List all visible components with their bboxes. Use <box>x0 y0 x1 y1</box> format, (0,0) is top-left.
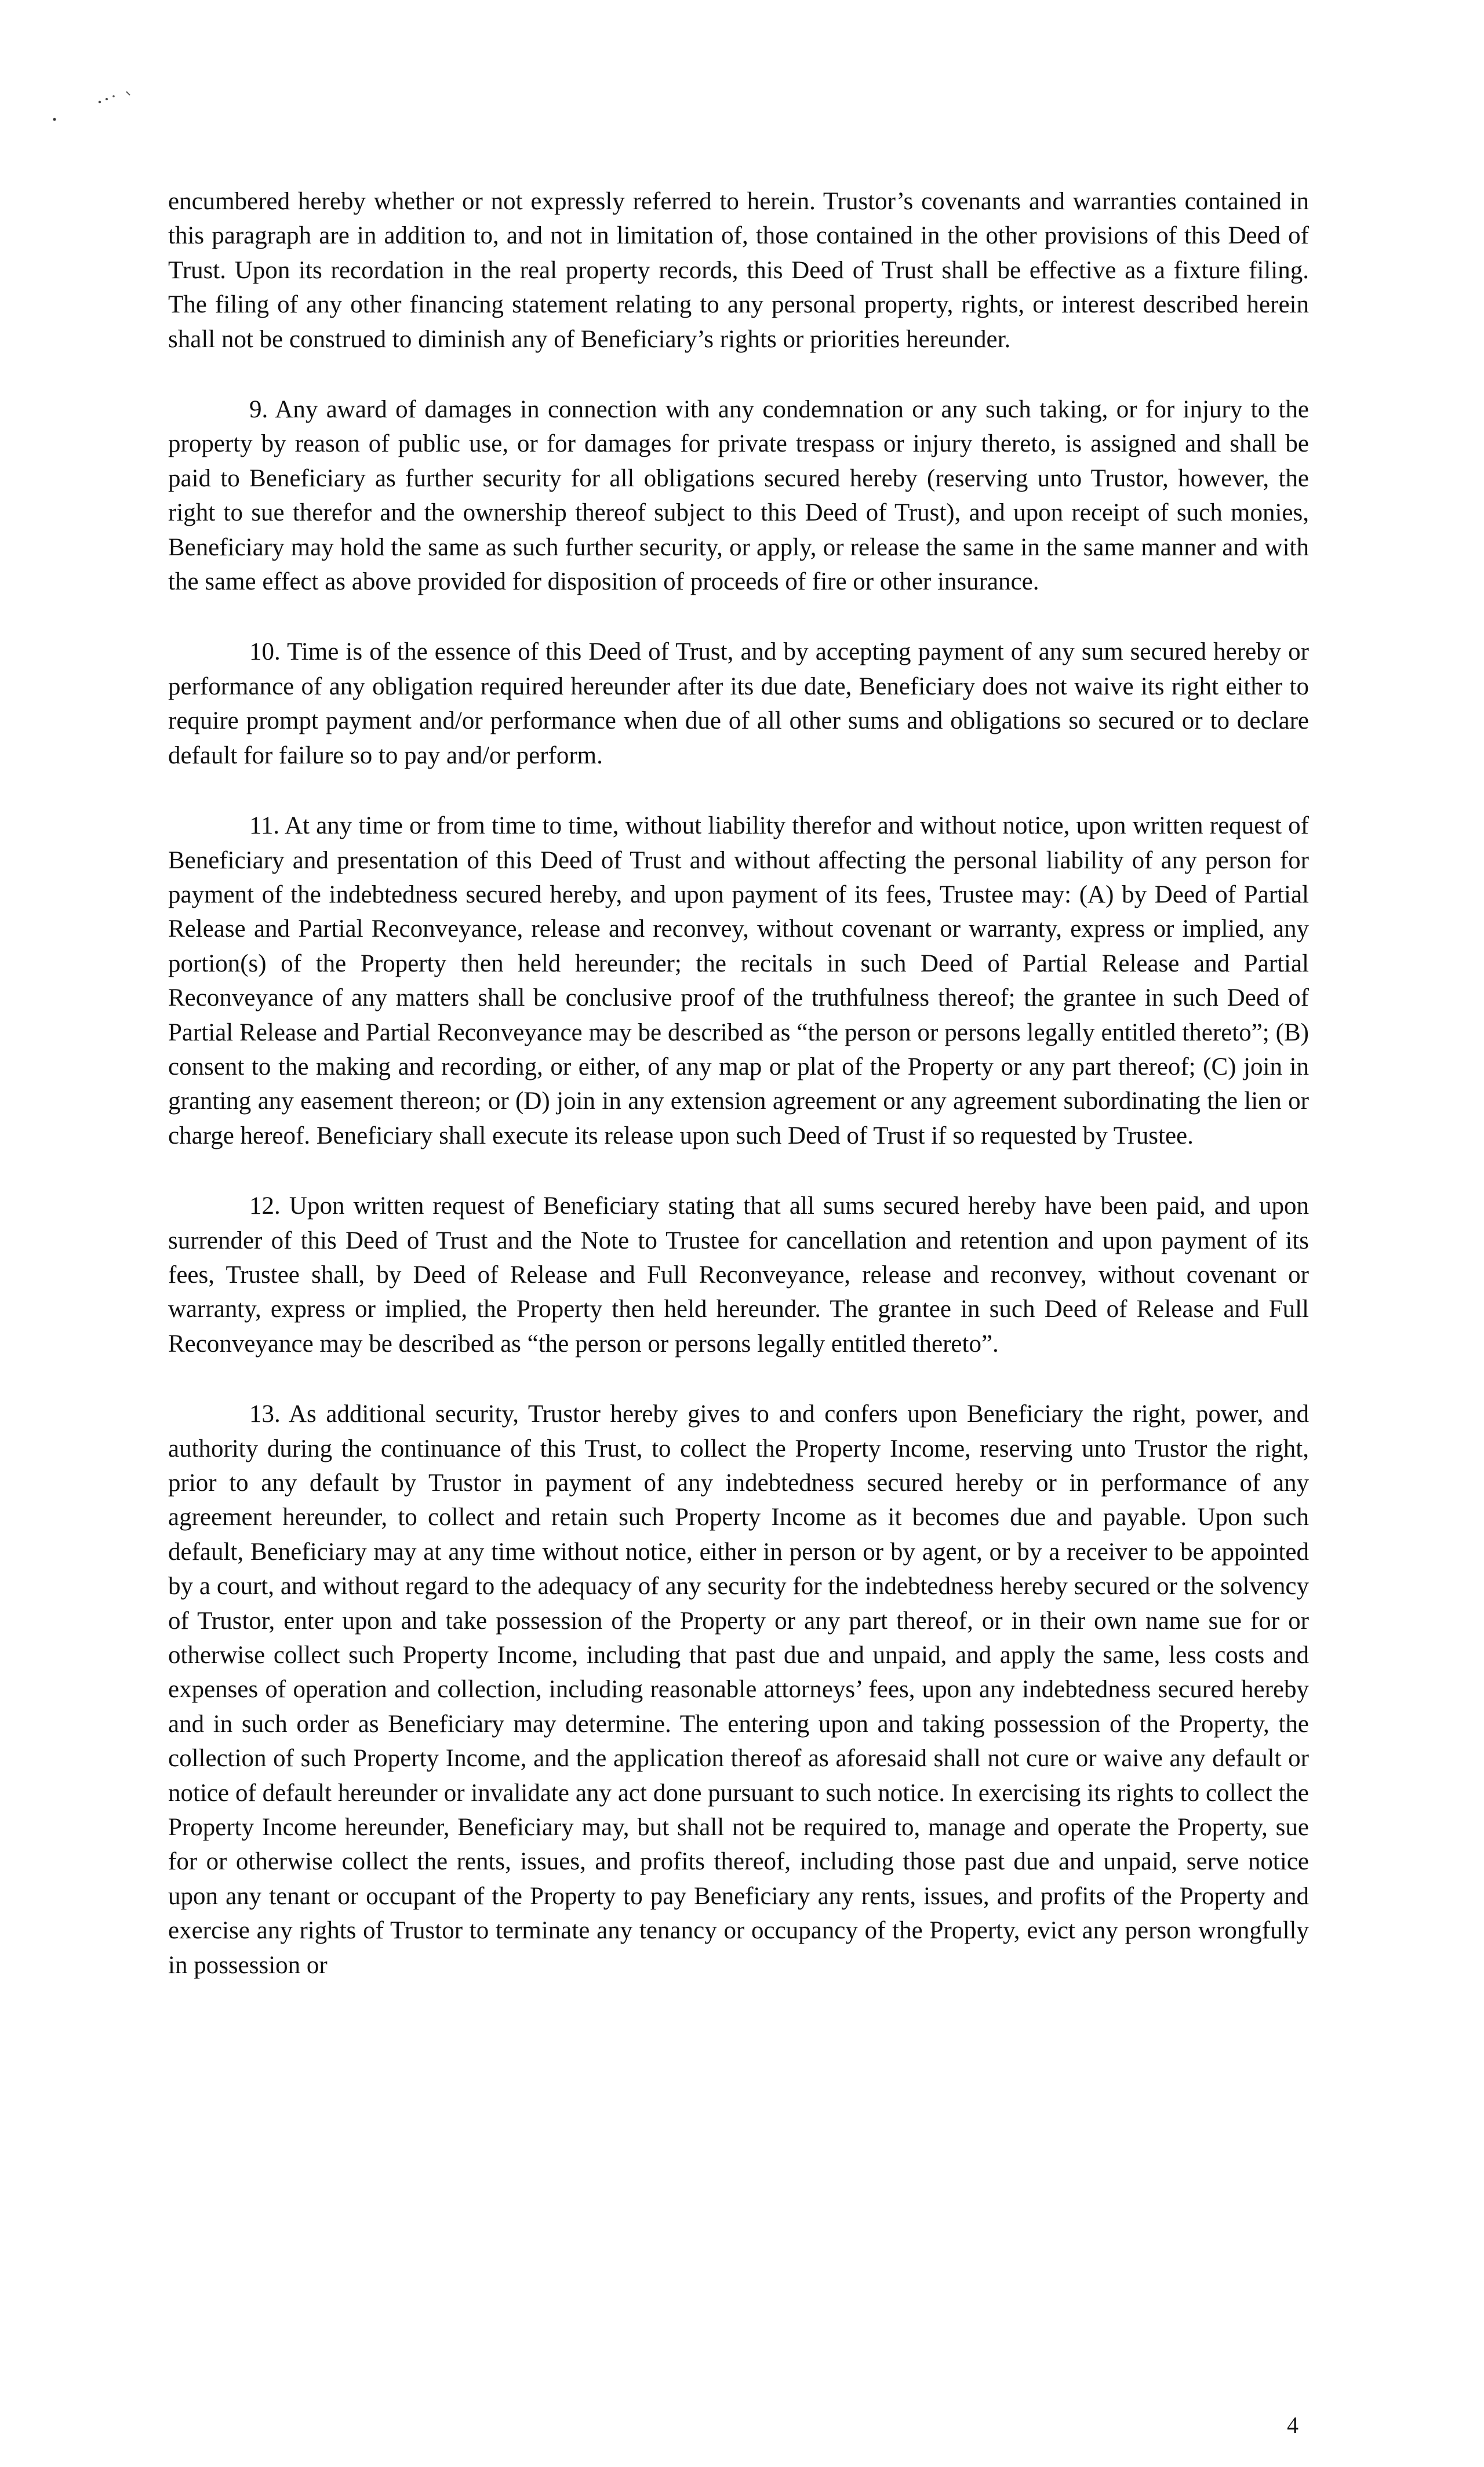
scan-artifact-marks <box>46 81 151 133</box>
paragraph-10: 10. Time is of the essence of this Deed of Trust, and by accepting payment of any sum secured hereby or performance of any obligation required hereunder after its due date, Beneficiary does not waive its right either to require prompt payment and/or performance when due of all other sums and obligations so secured or to declare default for failure so to pay and/or perform. <box>168 638 1309 769</box>
page-number: 4 <box>1287 2412 1298 2438</box>
paragraph-13: 13. As additional security, Trustor hereby gives to and confers upon Beneficiary the right, power, and authority during the continuance of this Trust, to collect the Property Income, reserving unto Trustor the right, prior to any default by Trustor in payment of any indebtedness secured hereby or in performance of any agreement hereunder, to collect and retain such Property Income as it becomes due and payable. Upon such default, Beneficiary may at any time without notice, either in person or by agent, or by a receiver to be appointed by a court, and without regard to the adequacy of any security for the indebtedness hereby secured or the solvency of Trustor, enter upon and take possession of the Property or any part thereof, or in their own name sue for or otherwise collect such Property Income, including that past due and unpaid, and apply the same, less costs and expenses of operation and collection, including reasonable attorneys’ fees, upon any indebtedness secured hereby and in such order as Beneficiary may determine. The entering upon and taking possession of the Property, the collection of such Property Income, and the application thereof as aforesaid shall not cure or waive any default or notice of default hereunder or invalidate any act done pursuant to such notice. In exercising its rights to collect the Property Income hereunder, Beneficiary may, but shall not be required to, manage and operate the Property, sue for or otherwise collect the rents, issues, and profits thereof, including those past due and unpaid, serve notice upon any tenant or occupant of the Property to pay Beneficiary any rents, issues, and profits of the Property and exercise any rights of Trustor to terminate any tenancy or occupancy of the Property, evict any person wrongfully in possession or <box>168 1400 1309 1979</box>
paragraph-12: 12. Upon written request of Beneficiary stating that all sums secured hereby have been paid, and upon surrender of this Deed of Trust and the Note to Trustee for cancellation and retention and upon payment of its fees, Trustee shall, by Deed of Release and Full Reconveyance, release and reconvey, without covenant or warranty, express or implied, the Property then held hereunder. The grantee in such Deed of Release and Full Reconveyance may be described as “the person or persons legally entitled thereto”. <box>168 1192 1309 1358</box>
paragraph-8-continuation: encumbered hereby whether or not expressly referred to herein. Trustor’s covenants and warranties contained in this paragraph are in addition to, and not in limitation of, those contained in the other provisions of this Deed of Trust. Upon its recordation in the real property records, this Deed of Trust shall be effective as a fixture filing. The filing of any other financing statement relating to any personal property, rights, or interest described herein shall not be construed to diminish any of Beneficiary’s rights or priorities hereunder. <box>168 188 1309 353</box>
paragraph-11: 11. At any time or from time to time, without liability therefor and without notice, upon written request of Beneficiary and presentation of this Deed of Trust and without affecting the personal liability of any person for payment of the indebtedness secured hereby, and upon payment of its fees, Trustee may: (A) by Deed of Partial Release and Partial Reconveyance, release and reconvey, without covenant or warranty, express or implied, any portion(s) of the Property then held hereunder; the recitals in such Deed of Partial Release and Partial Reconveyance of any matters shall be conclusive proof of the truthfulness thereof; the grantee in such Deed of Partial Release and Partial Reconveyance may be described as “the person or persons legally entitled thereto”; (B) consent to the making and recording, or either, of any map or plat of the Property or any part thereof; (C) join in granting any easement thereon; or (D) join in any extension agreement or any agreement subordinating the lien or charge hereof. Beneficiary shall execute its release upon such Deed of Trust if so requested by Trustee. <box>168 812 1309 1149</box>
paragraph-9: 9. Any award of damages in connection with any condemnation or any such taking, or for injury to the property by reason of public use, or for damages for private trespass or injury thereto, is assigned and shall be paid to Beneficiary as further security for all obligations secured hereby (reserving unto Trustor, however, the right to sue therefor and the ownership thereof subject to this Deed of Trust), and upon receipt of such monies, Beneficiary may hold the same as such further security, or apply, or release the same in the same manner and with the same effect as above provided for disposition of proceeds of fire or other insurance. <box>168 396 1309 596</box>
document-body <box>168 184 1309 2018</box>
